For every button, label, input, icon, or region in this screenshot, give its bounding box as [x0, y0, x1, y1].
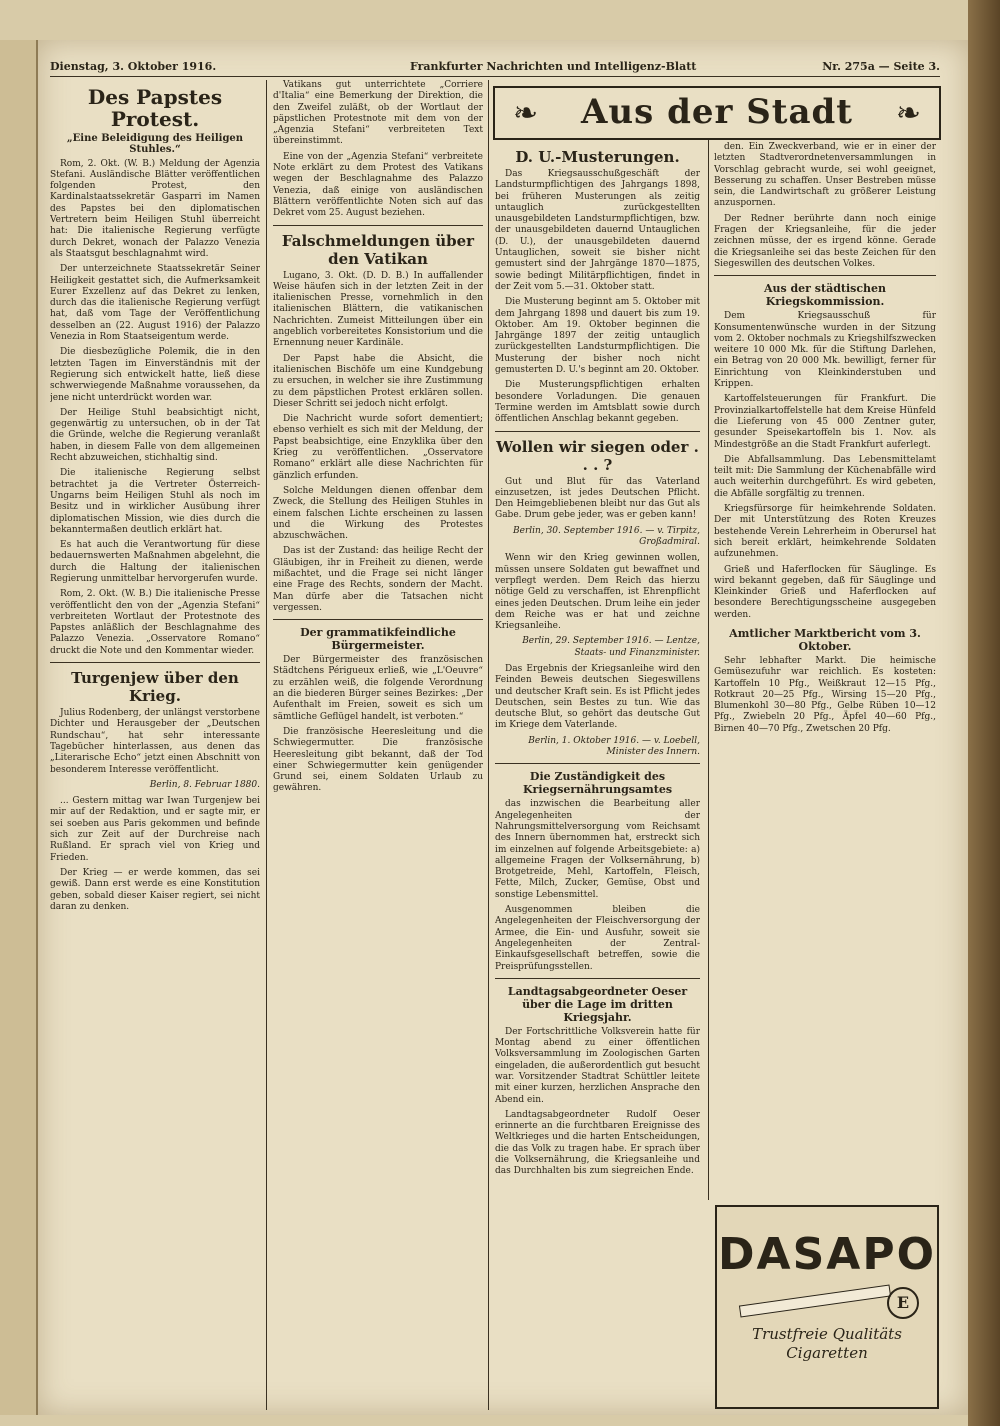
dateline: Berlin, 8. Februar 1880. [149, 779, 260, 790]
article-paragraph: Die Musterungspflichtigen erhalten besondere Vorladungen. Die genauen Termine werden im Amtsblatt sowie durch öffentlichen Anschlag bekannt gegeben. [495, 380, 700, 425]
article-paragraph: Eine von der „Agenzia Stefani“ verbreitete Note erklärt zu dem Protest des Vatikans wegen der Beschlagnahme des Palazzo Venezia, daß einige von ausländischen Blättern veröffentlichte Noten sich auf das Dekret vom 25. August beziehen. [273, 151, 483, 219]
article-paragraph: Das ist der Zustand: das heilige Recht der Gläubigen, ihr in Freiheit zu dienen, werde mißachtet, und die Frage sei nicht länger eine Frage des Rechts, sondern der Macht. Man dürfe aber die Tatsachen nicht vergessen. [273, 546, 483, 613]
subheadline-papst: „Eine Beleidigung des Heiligen Stuhles.“ [66, 133, 244, 156]
ad-tagline: Trustfreie Qualitäts Cigaretten [752, 1325, 902, 1362]
article-paragraph: Die Abfallsammlung. Das Lebensmittelamt teilt mit: Die Sammlung der Küchenabfälle wird auch weiterhin durchgeführt. Es wird gebeten, die Abfälle sorgfältig zu trennen. [714, 454, 936, 499]
headline-musterungen: D. U.-Musterungen. [515, 148, 680, 166]
article-paragraph: Der Krieg — er werde kommen, das sei gewiß. Dann erst werde es eine Konstitution geben, sobald dieser Kaiser regiert, sei nicht daran zu denken. [50, 867, 260, 912]
column-rule [708, 140, 709, 1200]
headline-oeser: Landtagsabgeordneter Oeser über die Lage im dritten Kriegsjahr. [507, 984, 688, 1024]
article-paragraph: Dem Kriegsausschuß für Konsumentenwünsche wurden in der Sitzung vom 2. Oktober nochmals zu Kriegshilfszwecken weitere 10 000 Mk. für die Stiftung Darlehen, ein Betrag von 20 000 Mk. bewilligt, ferner für Einrichtung von Kleinkinderstuben und Krippen. [714, 311, 936, 390]
section-title: Aus der Stadt [580, 92, 853, 132]
article-paragraph: Der unterzeichnete Staatssekretär Seiner Heiligkeit gestattet sich, die Aufmerksamkeit Eurer Exzellenz auf das Dekret zu lenken, durch das die italienische Regierung verfügt hat, daß vom Tage der Veröffentlichung desselben an (22. August 1916) der Palazzo Venezia in Rom Staatseigentum werde. [50, 264, 260, 343]
signature: Berlin, 1. Oktober 1916. — v. Loebell, Minister des Innern. [528, 735, 700, 758]
column-3 [495, 142, 700, 1407]
article-paragraph: Der Fortschrittliche Volksverein hatte für Montag abend zu einer öffentlichen Volksversammlung im Zoologischen Garten eingeladen, die außerordentlich gut besucht war. Vorsitzender Stadtrat Schüttler leitete mit einer kurzen, herzlichen Ansprache den Abend ein. [495, 1026, 700, 1105]
cigarette-illustration [739, 1284, 891, 1317]
signature: Berlin, 30. September 1916. — v. Tirpitz, Großadmiral. [513, 525, 700, 548]
article-paragraph: Wenn wir den Krieg gewinnen wollen, müssen unsere Soldaten gut bewaffnet und verpflegt werden. Dem Reich das hierzu nötige Geld zu verschaffen, ist Ehrenpflicht eines jeden Deutschen. Drum leihe ein jeder dem Reiche was er hat und zeichne Kriegsanleihe. [495, 553, 700, 632]
issue-date: Dienstag, 3. Oktober 1916. [50, 60, 217, 73]
ornament-icon: ❧ [513, 96, 539, 131]
article-paragraph: Das Kriegsausschußgeschäft der Landsturmpflichtigen des Jahrgangs 1898, bei früheren Musterungen als zeitig untauglich zurückgestellten unausgebildeten Landsturmpflichtigen, bzw. der unausgebildeten dauernd Untauglichen (D. U.), der unausgebildeten dauernd Untauglichen, soweit sie bisher nicht gemustert sind der Jahrgänge 1870—1875, sowie bedingt Militärpflichtigen, findet in der Zeit vom 5.—31. Oktober statt. [495, 169, 700, 292]
divider [495, 978, 700, 979]
headline-turgenjew: Turgenjew über den Krieg. [71, 669, 239, 706]
article-paragraph: Julius Rodenberg, der unlängst verstorbene Dichter und Herausgeber der „Deutschen Rundschau“, hat sehr interessante Tagebücher hinterlassen, aus denen das „Literarische Echo“ jetzt einen Abschnitt von besonderem Interesse veröffentlicht. [50, 708, 260, 775]
adjacent-page-edge [0, 40, 38, 1415]
column-4 [714, 142, 936, 1197]
article-paragraph: Der Heilige Stuhl beabsichtigt nicht, gegenwärtig zu untersuchen, ob in der Tat die Gründe, welche die Regierung veranlaßt haben, in diesem Falle von dem allgemeinen Recht abzuweichen, stichhaltig sind. [50, 407, 260, 464]
article-paragraph: Gut und Blut für das Vaterland einzusetzen, ist jedes Deutschen Pflicht. Den Heimgebliebenen bleibt nur das Gut als Gabe. Drum gebe jeder, was er geben kann! [495, 476, 700, 521]
article-paragraph: Der Redner berührte dann noch einige Fragen der Kriegsanleihe, für die jeder zeichnen müsse, der es irgend könne. Gerade die Kriegsanleihe sei das beste Zeichen für den Siegeswillen des deutschen Volkes. [714, 213, 936, 269]
ad-brand: DASAPO [718, 1229, 936, 1280]
divider [495, 431, 700, 432]
column-rule [488, 80, 489, 1410]
divider [273, 225, 483, 226]
article-paragraph: Der Papst habe die Absicht, die italienischen Bischöfe um eine Kundgebung zu ersuchen, in welcher sie ihre Zustimmung zu dem päpstlichen Protest erklären sollen. Dieser Schritt sei jedoch nicht erfolgt. [273, 353, 483, 409]
article-paragraph: Die Musterung beginnt am 5. Oktober mit dem Jahrgang 1898 und dauert bis zum 19. Oktober. Am 19. Oktober beginnen die Jahrgänge 1897 der zeitig untauglich zurückgestellten Landsturmpflichtigen. Die Musterung der bisher noch nicht gemusterten D. U.'s beginnt am 20. Oktober. [495, 297, 700, 376]
emblem-icon: E [887, 1287, 919, 1319]
column-2 [273, 80, 483, 1410]
article-paragraph: Die diesbezügliche Polemik, die in den letzten Tagen im Einverständnis mit der Regierung sich entwickelt hatte, ließ diese schwerwiegende Maßnahme voraussehen, da jene nicht unterdrückt worden war. [50, 347, 260, 403]
signature: Berlin, 29. September 1916. — Lentze, Staats- und Finanzminister. [522, 636, 700, 658]
divider [50, 662, 260, 663]
article-paragraph: Sehr lebhafter Markt. Die heimische Gemüsezufuhr war reichlich. Es kosteten: Kartoffeln 10 Pfg., Weißkraut 12—15 Pfg., Rotkraut 20—25 Pfg., Wirsing 15—20 Pfg., Blumenkohl 30—80 Pfg., Gelbe Rüben 10—12 Pfg., Zwiebeln 20 Pfg., Äpfel 40—60 Pfg., Birnen 40—70 Pfg., Zwetschen 20 Pfg. [714, 655, 936, 734]
headline-siegen: Wollen wir siegen oder . . . ? [496, 437, 699, 474]
ornament-icon: ❧ [895, 96, 921, 131]
article-paragraph: Kriegsfürsorge für heimkehrende Soldaten. Der mit Unterstützung des Roten Kreuzes bestehende Verein Lehrerheim in Oberursel hat sich bereit erklärt, heimkehrende Soldaten aufzunehmen. [714, 504, 936, 560]
article-paragraph: Vatikans gut unterrichtete „Corriere d'Italia“ eine Bemerkung der Direktion, die den Zweifel zuläßt, ob der Wortlaut der päpstlichen Protestnote mit dem von der „Agenzia Stefani“ verbreiteten Text übereinstimmt. [273, 80, 483, 147]
headline-zustaendigkeit: Die Zuständigkeit des Kriegsernährungsamtes [522, 770, 673, 797]
article-paragraph: Lugano, 3. Okt. (D. D. B.) In auffallender Weise häufen sich in der letzten Zeit in der italienischen Presse, vornehmlich in den italienischen Blättern, die vatikanischen Nachrichten. Zumeist Mitteilungen über ein angeblich vorbereitetes Konsistorium und die Ernennung neuer Kardinäle. [273, 270, 483, 349]
divider [495, 763, 700, 764]
article-paragraph: Kartoffelsteuerungen für Frankfurt. Die Provinzialkartoffelstelle hat dem Kreise Hünfeld die Lieferung von 45 000 Zentner guter, gesunder Speisekartoffeln bis 1. Nov. als Mindestgröße an die Stadt Frankfurt auferlegt. [714, 394, 936, 450]
article-paragraph: Solche Meldungen dienen offenbar dem Zweck, die Stellung des Heiligen Stuhles in einem falschen Lichte erscheinen zu lassen und die Wirkung des Protestes abzuschwächen. [273, 485, 483, 542]
article-paragraph: Das Ergebnis der Kriegsanleihe wird den Feinden Beweis deutschen Siegeswillens und deutscher Kraft sein. Es ist Pflicht jedes Deutschen, sein Bestes zu tun. Wie das deutsche Blut, so gehört das deutsche Gut im Kriege dem Vaterlande. [495, 663, 700, 731]
headline-papst: Des Papstes Protest. [87, 85, 223, 131]
article-paragraph: Rom, 2. Okt. (W. B.) Die italienische Presse veröffentlicht den von der „Agenzia Stefani“ verbreiteten Wortlaut der Protestnote des Papstes anläßlich der Beschlagnahme des Palazzo Venezia. „Osservatore Romano“ druckt die Note und den Kommentar wieder. [50, 589, 260, 656]
book-spine [968, 0, 1000, 1426]
divider [714, 275, 936, 276]
column-1 [50, 80, 260, 1410]
article-paragraph: Grieß und Haferflocken für Säuglinge. Es wird bekannt gegeben, daß für Säuglinge und Kleinkinder Grieß und Haferflocken auf besondere Berechtigungsscheine ausgegeben werden. [714, 564, 936, 620]
article-paragraph: Ausgenommen bleiben die Angelegenheiten der Fleischversorgung der Armee, die Ein- und Ausfuhr, soweit sie Angelegenheiten der Zentral-Einkaufsgesellschaft betreffen, sowie die Preisprüfungsstellen. [495, 905, 700, 972]
column-rule [266, 80, 267, 1410]
article-paragraph: Der Bürgermeister des französischen Städtchens Périgueux erließ, wie „L'Oeuvre“ zu erzählen weiß, die folgende Verordnung an die biederen Bürger seines Bezirkes: „Der Aufenthalt im Freien, soweit es sich um sämtliche Geflügel handelt, ist verboten.“ [273, 655, 483, 722]
article-paragraph: Die französische Heeresleitung und die Schwiegermutter. Die französische Heeresleitung gibt bekannt, daß der Tod einer Schwiegermutter kein genügender Grund sei, einem Soldaten Urlaub zu gewähren. [273, 726, 483, 794]
article-paragraph: Die Nachricht wurde sofort dementiert; ebenso verhielt es sich mit der Meldung, der Papst beabsichtige, eine Enzyklika über den Krieg zu veröffentlichen. „Osservatore Romano“ erklärt alle diese Nachrichten für gänzlich erfunden. [273, 414, 483, 481]
headline-falschmeldungen: Falschmeldungen über den Vatikan [281, 231, 475, 268]
article-paragraph: Die italienische Regierung selbst betrachtet ja die Vertreter Österreich-Ungarns beim Heiligen Stuhl als noch im Besitz und in wirklicher Ausübung ihrer diplomatischen Mission, wie dies durch die bekanntermaßen deutlich erklärt hat. [50, 468, 260, 535]
masthead: Frankfurter Nachrichten und Intelligenz-Blatt [410, 60, 697, 73]
article-paragraph: Landtagsabgeordneter Rudolf Oeser erinnerte an die furchtbaren Ereignisse des Weltkrieges und die harten Entscheidungen, die das Volk zu tragen habe. Er sprach über die Volksernährung, die Kriegsanleihe und das Durchhalten bis zum siegreichen Ende. [495, 1109, 700, 1177]
section-banner [493, 86, 941, 140]
dasapo-advertisement [715, 1205, 939, 1409]
divider [273, 619, 483, 620]
article-paragraph: Rom, 2. Okt. (W. B.) Meldung der Agenzia Stefani. Ausländische Blätter veröffentlichen folgenden Protest, den Kardinalstaatssekretär Gasparri im Namen des Papstes bei den diplomatischen Vertretern beim Heiligen Stuhl überreicht hat: Die italienische Regierung verfügte durch Dekret, wonach der Palazzo Venezia als Staatsgut beschlagnahmt wird. [50, 158, 260, 259]
page-header [50, 60, 940, 77]
headline-buergermeister: Der grammatikfeindliche Bürgermeister. [300, 626, 456, 653]
article-paragraph: ... Gestern mittag war Iwan Turgenjew bei mir auf der Redaktion, und er sagte mir, er sei soeben aus Paris gekommen und befinde sich zur Zeit auf der Durchreise nach Rußland. Er sprach viel von Krieg und Frieden. [50, 796, 260, 863]
headline-marktbericht: Amtlicher Marktbericht vom 3. Oktober. [729, 626, 921, 653]
article-paragraph: das inzwischen die Bearbeitung aller Angelegenheiten der Nahrungsmittelversorgung vom Reichsamt des Innern übernommen hat, erstreckt sich im einzelnen auf folgende Arbeitsgebiete: a) allgemeine Fragen der Volksernährung, b) Brotgetreide, Mehl, Kartoffeln, Fleisch, Fette, Milch, Zucker, Gemüse, Obst und sonstige Lebensmittel. [495, 799, 700, 900]
headline-kriegskommission: Aus der städtischen Kriegskommission. [763, 282, 887, 309]
article-paragraph: Es hat auch die Verantwortung für diese bedauernswerten Maßnahmen abgelehnt, die durch die Haltung der italienischen Regierung unmittelbar hervorgerufen wurde. [50, 540, 260, 584]
article-paragraph: den. Ein Zweckverband, wie er in einer der letzten Stadtverordnetenversammlungen in Vorschlag gebracht wurde, sei wohl geeignet, Besserung zu schaffen. Unser Bestreben müsse sein, die Landwirtschaft zu größerer Leistung anzuspornen. [714, 142, 936, 209]
page-number: Nr. 275a — Seite 3. [822, 60, 940, 73]
